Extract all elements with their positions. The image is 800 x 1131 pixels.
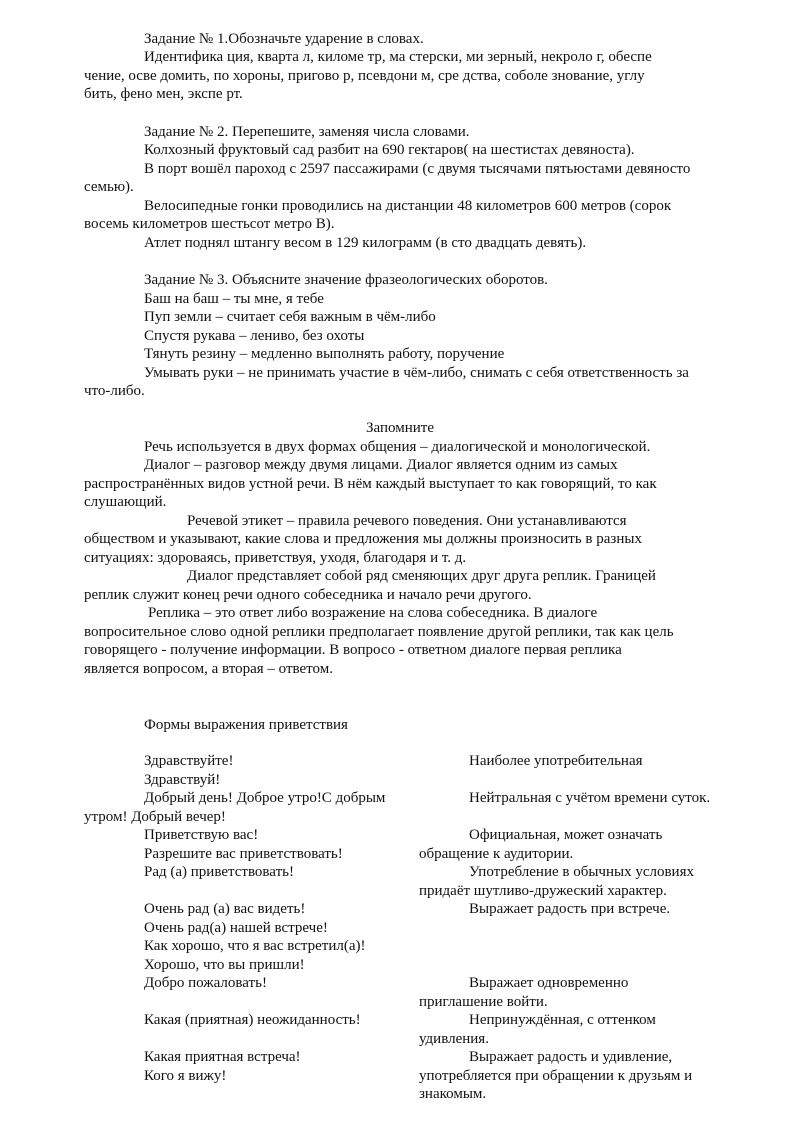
greeting-phrase: Добрый день! Доброе утро!С добрым bbox=[144, 790, 386, 806]
task2-line: Атлет поднял штангу весом в 129 килограмм (в сто двадцать девять). bbox=[144, 235, 587, 251]
remember-line: Диалог – разговор между двумя лицами. Диалог является одним из самых bbox=[144, 457, 618, 473]
task1-line: бить, фено мен, экспе рт. bbox=[84, 86, 243, 102]
remember-line: Диалог представляет собой ряд сменяющих друг друга реплик. Границей bbox=[187, 568, 656, 584]
greeting-note: Выражает радость и удивление, bbox=[469, 1049, 673, 1065]
greeting-phrase: Очень рад (а) вас видеть! bbox=[144, 901, 306, 917]
greetings-heading: Формы выражения приветствия bbox=[144, 717, 348, 733]
remember-line: слушающий. bbox=[84, 494, 167, 510]
task3-line: что-либо. bbox=[84, 383, 145, 399]
greeting-note: придаёт шутливо-дружеский характер. bbox=[419, 883, 667, 899]
greeting-note: Нейтральная с учётом времени суток. bbox=[469, 790, 711, 806]
remember-line: говорящего - получение информации. В вопросо - ответном диалоге первая реплика bbox=[84, 642, 622, 658]
greeting-note: Непринуждённая, с оттенком bbox=[469, 1012, 656, 1028]
greeting-phrase: Разрешите вас приветствовать! bbox=[144, 846, 343, 862]
task3-line: Умывать руки – не принимать участие в чём-либо, снимать с себя ответственность за bbox=[144, 365, 689, 381]
task2-line: В порт вошёл пароход с 2597 пассажирами (с двумя тысячами пятьюстами девяносто bbox=[144, 161, 691, 177]
greeting-note: знакомым. bbox=[419, 1086, 487, 1102]
greeting-note: приглашение войти. bbox=[419, 994, 548, 1010]
task3-line: Пуп земли – считает себя важным в чём-либо bbox=[144, 309, 436, 325]
task2-line: восемь километров шестьсот метро В). bbox=[84, 216, 335, 232]
greeting-phrase: Какая приятная встреча! bbox=[144, 1049, 301, 1065]
greeting-note: употребляется при обращении к друзьям и bbox=[419, 1068, 693, 1084]
task1-title: Задание № 1.Обозначьте ударение в словах. bbox=[144, 31, 424, 47]
greeting-note: Выражает одновременно bbox=[469, 975, 629, 991]
remember-line: распространённых видов устной речи. В нём каждый выступает то как говорящий, то как bbox=[84, 476, 657, 492]
task3-line: Баш на баш – ты мне, я тебе bbox=[144, 291, 324, 307]
task3-line: Тянуть резину – медленно выполнять работу, поручение bbox=[144, 346, 505, 362]
remember-line: обществом и указывают, какие слова и предложения мы должны произносить в разных bbox=[84, 531, 642, 547]
greeting-note: Наиболее употребительная bbox=[469, 753, 643, 769]
remember-heading: Запомните bbox=[366, 420, 434, 436]
greeting-phrase: Хорошо, что вы пришли! bbox=[144, 957, 305, 973]
remember-line: ситуациях: здороваясь, приветствуя, уходя, благодаря и т. д. bbox=[84, 550, 467, 566]
greeting-phrase: Добро пожаловать! bbox=[144, 975, 267, 991]
greeting-phrase: Какая (приятная) неожиданность! bbox=[144, 1012, 361, 1028]
task3-title: Задание № 3. Объясните значение фразеологических оборотов. bbox=[144, 272, 548, 288]
remember-line: Речь используется в двух формах общения – диалогической и монологической. bbox=[144, 439, 651, 455]
task2-line: семью). bbox=[84, 179, 134, 195]
remember-line: является вопросом, а вторая – ответом. bbox=[84, 661, 333, 677]
greeting-note: обращение к аудитории. bbox=[419, 846, 574, 862]
greeting-phrase: Здравствуй! bbox=[144, 772, 221, 788]
task2-line: Велосипедные гонки проводились на дистанции 48 километров 600 метров (сорок bbox=[144, 198, 672, 214]
greeting-phrase: Приветствую вас! bbox=[144, 827, 259, 843]
remember-line: вопросительное слово одной реплики предполагает появление другой реплики, так как цель bbox=[84, 624, 674, 640]
task2-line: Колхозный фруктовый сад разбит на 690 гектаров( на шестистах девяноста). bbox=[144, 142, 635, 158]
greeting-note: Официальная, может означать bbox=[469, 827, 663, 843]
greeting-phrase: Кого я вижу! bbox=[144, 1068, 227, 1084]
remember-line: Реплика – это ответ либо возражение на слова собеседника. В диалоге bbox=[148, 605, 598, 621]
remember-line: реплик служит конец речи одного собеседника и начало речи другого. bbox=[84, 587, 532, 603]
greeting-note: удивления. bbox=[419, 1031, 489, 1047]
task1-line: чение, осве домить, по хороны, пригово р, псевдони м, сре дства, соболе знование, углу bbox=[84, 68, 645, 84]
greeting-phrase: Рад (а) приветствовать! bbox=[144, 864, 294, 880]
remember-line: Речевой этикет – правила речевого поведения. Они устанавливаются bbox=[187, 513, 627, 529]
task1-line: Идентифика ция, кварта л, киломе тр, ма стерски, ми зерный, некроло г, обеспе bbox=[144, 49, 652, 65]
greeting-note: Употребление в обычных условиях bbox=[469, 864, 694, 880]
greeting-phrase: Очень рад(а) нашей встрече! bbox=[144, 920, 328, 936]
greeting-phrase: утром! Добрый вечер! bbox=[84, 809, 226, 825]
task2-title: Задание № 2. Перепешите, заменяя числа словами. bbox=[144, 124, 470, 140]
task3-line: Спустя рукава – лениво, без охоты bbox=[144, 328, 365, 344]
greeting-note: Выражает радость при встрече. bbox=[469, 901, 671, 917]
greeting-phrase: Здравствуйте! bbox=[144, 753, 234, 769]
greeting-phrase: Как хорошо, что я вас встретил(а)! bbox=[144, 938, 366, 954]
